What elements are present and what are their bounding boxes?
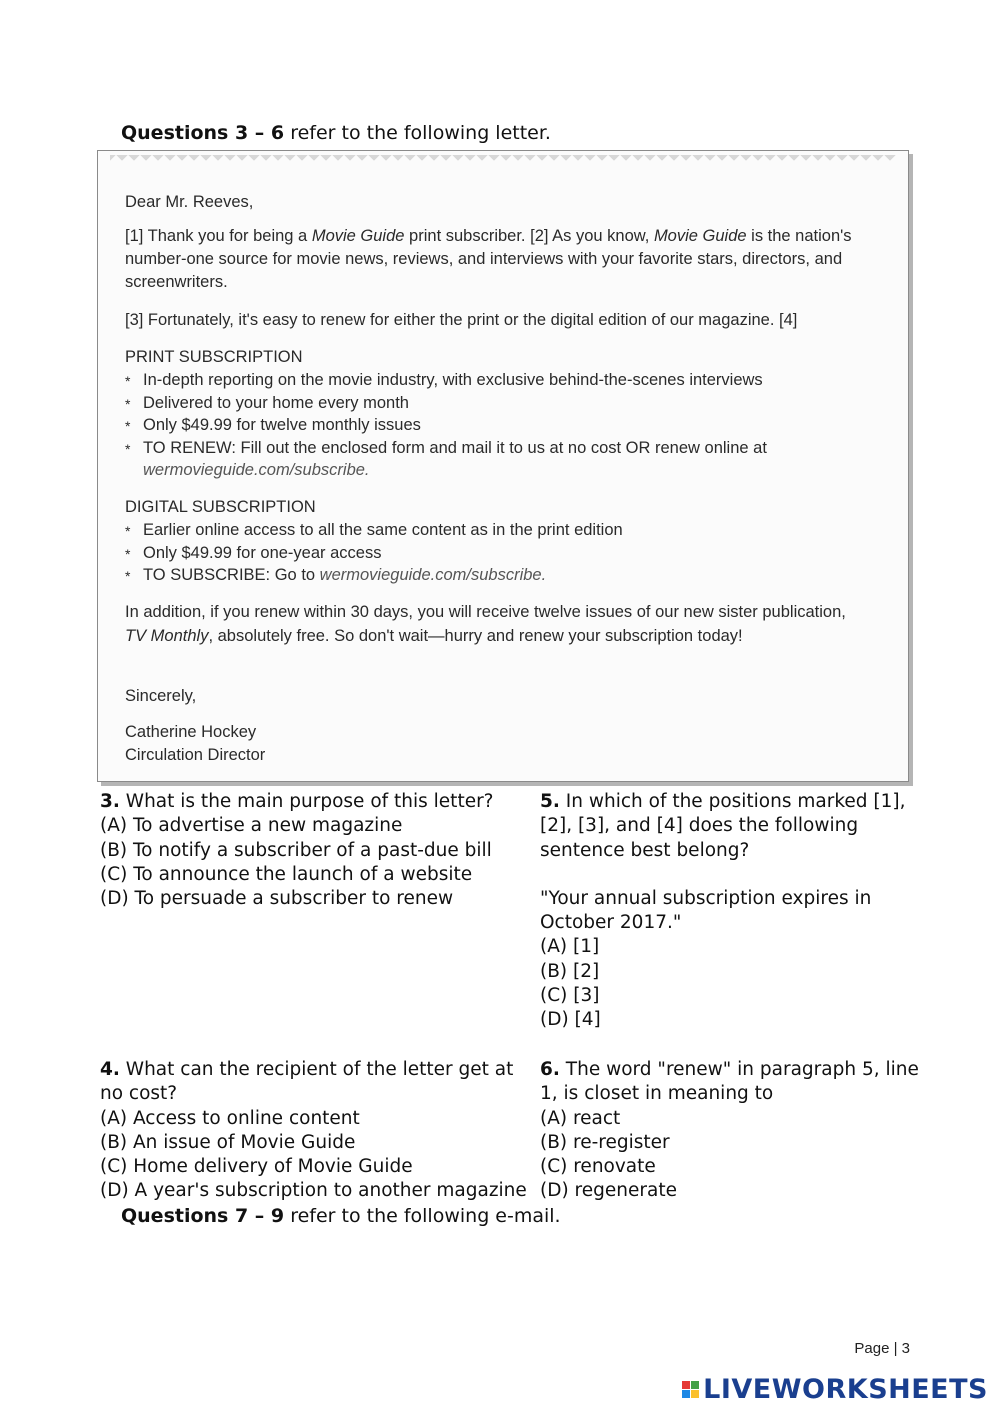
option[interactable]: (A) [1] (540, 936, 600, 958)
heading-rest: refer to the following letter. (284, 122, 551, 144)
letter-box (97, 150, 909, 782)
option[interactable]: (A) To advertise a new magazine (100, 815, 403, 837)
letter-paragraph-1: [1] Thank you for being a Movie Guide print subscriber. [2] As you know, Movie Guide is the nation's number-one source for movie news, reviews, and interviews with your favorite stars, directors, and screenwriters. (125, 227, 852, 291)
option[interactable]: (D) To persuade a subscriber to renew (100, 888, 454, 910)
quoted-sentence: October 2017." (540, 912, 682, 934)
brand-text: LIVEWORKSHEETS (703, 1374, 988, 1405)
question-6 (540, 1058, 919, 1204)
option[interactable]: (C) To announce the launch of a website (100, 863, 473, 885)
option[interactable]: (B) To notify a subscriber of a past-due bill (100, 839, 492, 861)
signer-title: Circulation Director (125, 746, 266, 764)
question-text: no cost? (100, 1083, 178, 1105)
print-subscription-list (125, 369, 865, 482)
question-text: 5. In which of the positions marked [1], (540, 791, 906, 812)
letter-paragraph-3: In addition, if you renew within 30 days, you will receive twelve issues of our new sister publication, TV Monthly, absolutely free. So don't wait—hurry and renew your subscription today! (125, 603, 846, 645)
option[interactable]: (D) regenerate (540, 1180, 677, 1202)
option[interactable]: (D) A year's subscription to another magazine (100, 1180, 527, 1202)
question-text: sentence best belong? (540, 839, 750, 861)
question-5 (540, 790, 905, 1033)
brand-logo[interactable] (682, 1374, 988, 1405)
digital-subscription-title: DIGITAL SUBSCRIPTION (125, 498, 316, 516)
letter-paragraph-2: [3] Fortunately, it's easy to renew for either the print or the digital edition of our magazine. [4] (125, 311, 798, 329)
list-item: * Only $49.99 for twelve monthly issues (125, 414, 865, 437)
print-subscription-title: PRINT SUBSCRIPTION (125, 348, 303, 366)
list-item: * TO RENEW: Fill out the enclosed form and mail it to us at no cost OR renew online at wermovieguide.com/subscribe. (125, 437, 865, 482)
question-text: 3. What is the main purpose of this letter? (100, 791, 494, 812)
option[interactable]: (C) renovate (540, 1156, 656, 1178)
question-4 (100, 1058, 527, 1204)
question-3 (100, 790, 494, 911)
option[interactable]: (B) An issue of Movie Guide (100, 1131, 356, 1153)
list-item: * TO SUBSCRIBE: Go to wermovieguide.com/subscribe. (125, 564, 865, 587)
subscribe-link[interactable]: wermovieguide.com/subscribe. (143, 461, 370, 479)
heading-bold: Questions 3 – 6 (121, 122, 285, 144)
option[interactable]: (C) [3] (540, 985, 600, 1007)
list-item: * Earlier online access to all the same content as in the print edition (125, 519, 865, 542)
section-heading-letter (121, 122, 551, 144)
digital-subscription-list (125, 519, 865, 587)
option[interactable]: (B) re-register (540, 1131, 670, 1153)
list-item: * Only $49.99 for one-year access (125, 542, 865, 565)
question-text: 6. The word "renew" in paragraph 5, line (540, 1059, 919, 1080)
section-heading-email (121, 1205, 561, 1227)
list-item: * In-depth reporting on the movie industry, with exclusive behind-the-scenes interviews (125, 369, 865, 392)
signer-name: Catherine Hockey (125, 723, 257, 741)
page-number: Page | 3 (854, 1340, 910, 1357)
decorative-border (110, 155, 896, 167)
heading-rest: refer to the following e-mail. (284, 1205, 561, 1227)
subscribe-link[interactable]: wermovieguide.com/subscribe. (319, 566, 547, 584)
option[interactable]: (D) [4] (540, 1009, 601, 1031)
option[interactable]: (A) Access to online content (100, 1107, 360, 1129)
question-text: 4. What can the recipient of the letter get at (100, 1059, 514, 1080)
question-text: 1, is closet in meaning to (540, 1083, 774, 1105)
question-text: [2], [3], and [4] does the following (540, 815, 859, 837)
liveworksheets-icon (682, 1381, 699, 1398)
option[interactable]: (B) [2] (540, 960, 600, 982)
quoted-sentence: "Your annual subscription expires in (540, 887, 872, 909)
list-item: * Delivered to your home every month (125, 392, 865, 415)
heading-bold: Questions 7 – 9 (121, 1205, 285, 1227)
letter-greeting: Dear Mr. Reeves, (125, 193, 254, 211)
letter-closing: Sincerely, (125, 687, 197, 705)
option[interactable]: (C) Home delivery of Movie Guide (100, 1156, 413, 1178)
option[interactable]: (A) react (540, 1107, 621, 1129)
